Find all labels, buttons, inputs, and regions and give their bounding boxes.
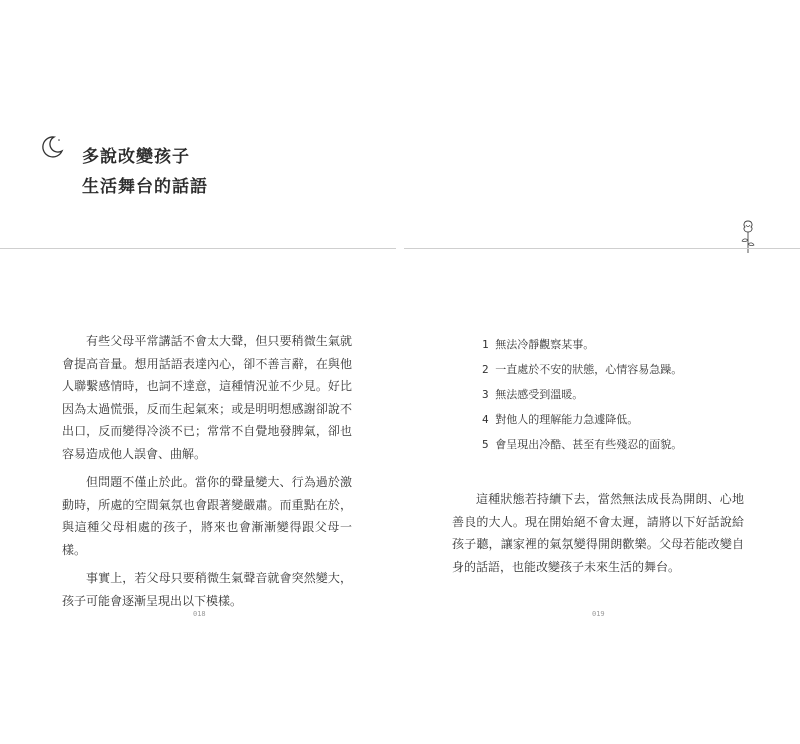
- paragraph: 這種狀態若持續下去，當然無法成長為開朗、心地善良的大人。現在開始絕不會太遲，請將以下好話說給孩子聽，讓家裡的氣氛變得開朗歡樂。父母若能改變自身的話語，也能改變孩子未來生活的舞台。: [452, 492, 744, 574]
- list-item: 4 對他人的理解能力急遽降低。: [482, 413, 639, 426]
- page-number-left: 018: [193, 610, 206, 618]
- title-line-1: 多說改變孩子: [82, 147, 190, 167]
- right-page-body: [452, 488, 744, 578]
- symptom-list: [482, 332, 742, 457]
- chapter-title: [82, 142, 208, 202]
- list-item: 1 無法冷靜觀察某事。: [482, 338, 595, 351]
- page-gutter: [396, 244, 404, 252]
- list-item: 3 無法感受到溫暖。: [482, 388, 584, 401]
- crescent-moon-icon: [38, 134, 64, 160]
- left-page-body: [62, 330, 352, 618]
- paragraph: 但問題不僅止於此。當你的聲量變大、行為過於激動時，所處的空間氣氛也會跟著變嚴肅。而重點在於，與這種父母相處的孩子，將來也會漸漸變得跟父母一樣。: [62, 475, 352, 557]
- list-item: 5 會呈現出冷酷、甚至有些殘忍的面貌。: [482, 438, 683, 451]
- title-line-2: 生活舞台的話語: [82, 177, 208, 197]
- paragraph: 有些父母平常講話不會太大聲，但只要稍微生氣就會提高音量。想用話語表達內心，卻不善言辭，在與他人聯繫感情時，也詞不達意，這種情況並不少見。好比因為太過慌張，反而生起氣來；或是明明想感謝卻說不出口，反而變得冷淡不已；常常不自覺地發脾氣，卻也容易造成他人誤會、曲解。: [62, 334, 352, 461]
- page-number-right: 019: [592, 610, 605, 618]
- paragraph: 事實上，若父母只要稍微生氣聲音就會突然變大，孩子可能會逐漸呈現出以下模樣。: [62, 571, 352, 608]
- list-item: 2 一直處於不安的狀態，心情容易急躁。: [482, 363, 683, 376]
